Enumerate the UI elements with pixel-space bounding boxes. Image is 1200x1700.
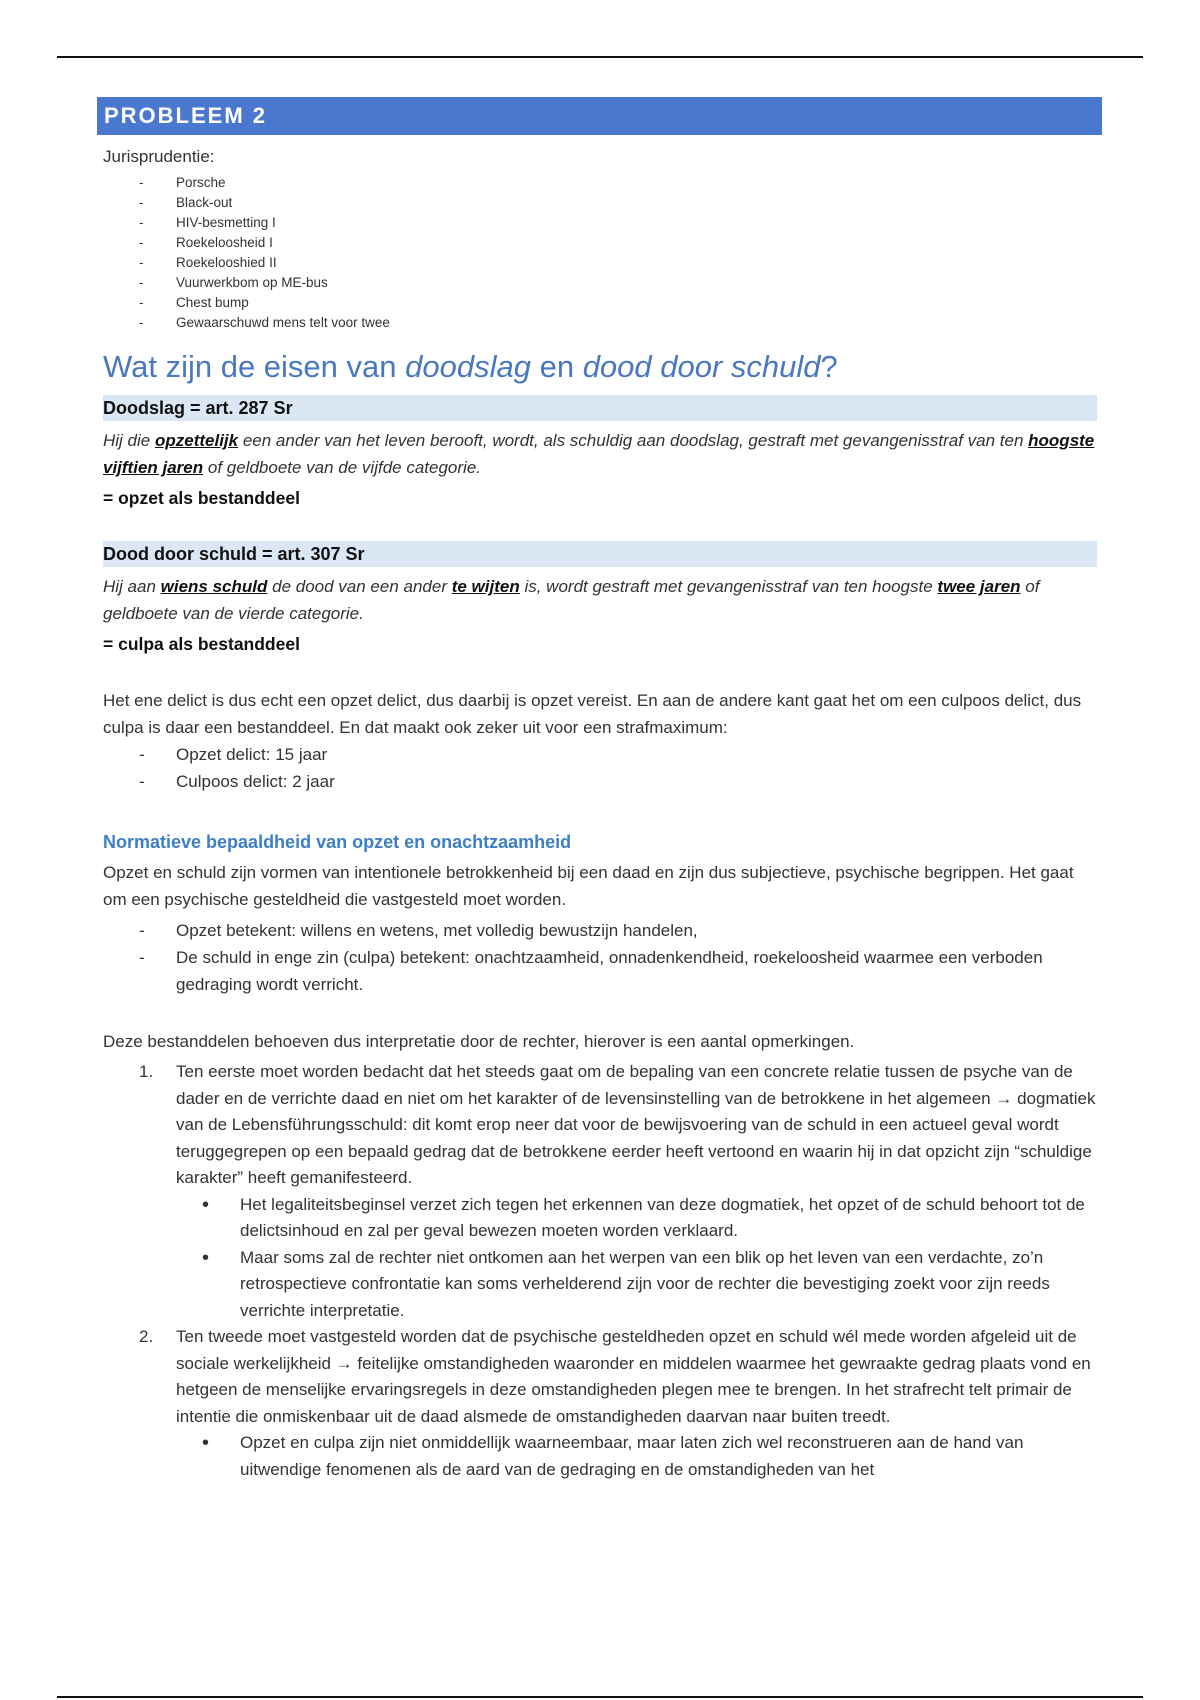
remark-item: 2. Ten tweede moet vastgesteld worden dat de psychische gesteldheden opzet en schuld wél mede worden afgeleid uit de sociale werkelijkheid → feitelijke omstandigheden waaronder en middelen waarmee het gewraakte gedrag plaats vond en hetgeen de menselijke ervaringsregels in deze omstandigheden plegen mee te brengen. In het strafrecht telt primair de intentie die onmiskenbaar uit de daad alsmede de omstandigheden daarvan naar buiten treedt. • Opzet en culpa zijn niet onmiddellijk waarneembaar, maar laten zich wel reconstrueren aan de hand van uitwendige fenomenen als de aard van de gedraging en de omstandigheden van het	[103, 1324, 1101, 1483]
normatief-heading: Normatieve bepaaldheid van opzet en onachtzaamheid	[103, 832, 572, 852]
jurisprudence-label: Jurisprudentie:	[103, 147, 215, 166]
section-banner: PROBLEEM 2	[97, 97, 1102, 135]
list-item: - Vuurwerkbom op ME-bus	[103, 273, 1101, 293]
list-item: - Opzet betekent: willens en wetens, met volledig bewustzijn handelen,	[103, 917, 1101, 944]
bullet-item: • Maar soms zal de rechter niet ontkomen aan het werpen van een blik op het leven van een verdachte, zo’n retrospectieve confrontatie kan soms verhelderend zijn voor de rechter die bevestiging zoekt voor zijn reeds verrichte interpretatie.	[176, 1245, 1101, 1325]
doodslag-heading: Doodslag = art. 287 Sr	[103, 395, 1097, 421]
list-item: - Gewaarschuwd mens telt voor twee	[103, 313, 1101, 333]
list-item: - Opzet delict: 15 jaar	[103, 741, 1101, 768]
jurisprudence-list	[103, 173, 1101, 333]
remark-bullets	[176, 1430, 1101, 1483]
doodslag-article-text: Hij die opzettelijk een ander van het leven berooft, wordt, als schuldig aan doodslag, gestraft met gevangenisstraf van ten hoogste vijftien jaren of geldboete van de vijfde categorie.	[103, 431, 1095, 477]
list-item: - De schuld in enge zin (culpa) betekent: onachtzaamheid, onnadenkendheid, roekeloosheid waarmee een verboden gedraging wordt verricht.	[103, 944, 1101, 998]
remark-bullets	[176, 1192, 1101, 1325]
dood-door-schuld-article-text: Hij aan wiens schuld de dood van een ander te wijten is, wordt gestraft met gevangenisstraf van ten hoogste twee jaren of geldboete van de vierde categorie.	[103, 577, 1040, 623]
bullet-item: • Het legaliteitsbeginsel verzet zich tegen het erkennen van deze dogmatiek, het opzet of de schuld behoort tot de delictsinhoud en zal per geval bewezen moeten worden verklaard.	[176, 1192, 1101, 1245]
remark-item: 1. Ten eerste moet worden bedacht dat het steeds gaat om de bepaling van een concrete relatie tussen de psyche van de dader en de verrichte daad en niet om het karakter of de levensinstelling van de betrokkene in het algemeen → dogmatiek van de Lebensführungsschuld: dit komt erop neer dat voor de bewijsvoering van de schuld in een actueel geval wordt teruggegrepen op een bepaald gedrag dat de betrokkene eerder heeft vertoond en waarin hij in dat opzicht zijn “schuldige karakter” heeft gemanifesteerd. • Het legaliteitsbeginsel verzet zich tegen het erkennen van deze dogmatiek, het opzet of de schuld behoort tot de delictsinhoud en zal per geval bewezen moeten worden verklaard. • Maar soms zal de rechter niet ontkomen aan het werpen van een blik op het leven van een verdachte, zo’n retrospectieve confrontatie kan soms verhelderend zijn voor de rechter die bevestiging zoekt voor zijn reeds verrichte interpretatie.	[103, 1059, 1101, 1324]
list-item: - Roekeloosheid I	[103, 233, 1101, 253]
list-item: - Porsche	[103, 173, 1101, 193]
bullet-item: • Opzet en culpa zijn niet onmiddellijk waarneembaar, maar laten zich wel reconstrueren aan de hand van uitwendige fenomenen als de aard van de gedraging en de omstandigheden van het	[176, 1430, 1101, 1483]
top-rule	[57, 56, 1143, 58]
normatief-intro: Opzet en schuld zijn vormen van intentionele betrokkenheid bij een daad en zijn dus subjectieve, psychische begrippen. Het gaat om een psychische gesteldheid die vastgesteld moet worden.	[103, 863, 1074, 909]
normatief-list	[103, 917, 1101, 998]
list-item: - Chest bump	[103, 293, 1101, 313]
question-title: Wat zijn de eisen van doodslag en dood door schuld?	[103, 349, 838, 384]
dood-door-schuld-summary: = culpa als bestanddeel	[103, 634, 300, 654]
list-item: - Black-out	[103, 193, 1101, 213]
comparison-list	[103, 741, 1101, 795]
normatief-lead: Deze bestanddelen behoeven dus interpretatie door de rechter, hierover is een aantal opmerkingen.	[103, 1032, 855, 1051]
list-item: - Culpoos delict: 2 jaar	[103, 768, 1101, 795]
list-item: - HIV-besmetting I	[103, 213, 1101, 233]
bottom-rule	[57, 1696, 1143, 1698]
remarks-list	[103, 1059, 1101, 1483]
list-item: - Roekelooshied II	[103, 253, 1101, 273]
comparison-paragraph: Het ene delict is dus echt een opzet delict, dus daarbij is opzet vereist. En aan de andere kant gaat het om een culpoos delict, dus culpa is daar een bestanddeel. En dat maakt ook zeker uit voor een strafmaximum:	[103, 691, 1082, 737]
page-content	[103, 97, 1101, 1483]
doodslag-summary: = opzet als bestanddeel	[103, 488, 300, 508]
dood-door-schuld-heading: Dood door schuld = art. 307 Sr	[103, 541, 1097, 567]
